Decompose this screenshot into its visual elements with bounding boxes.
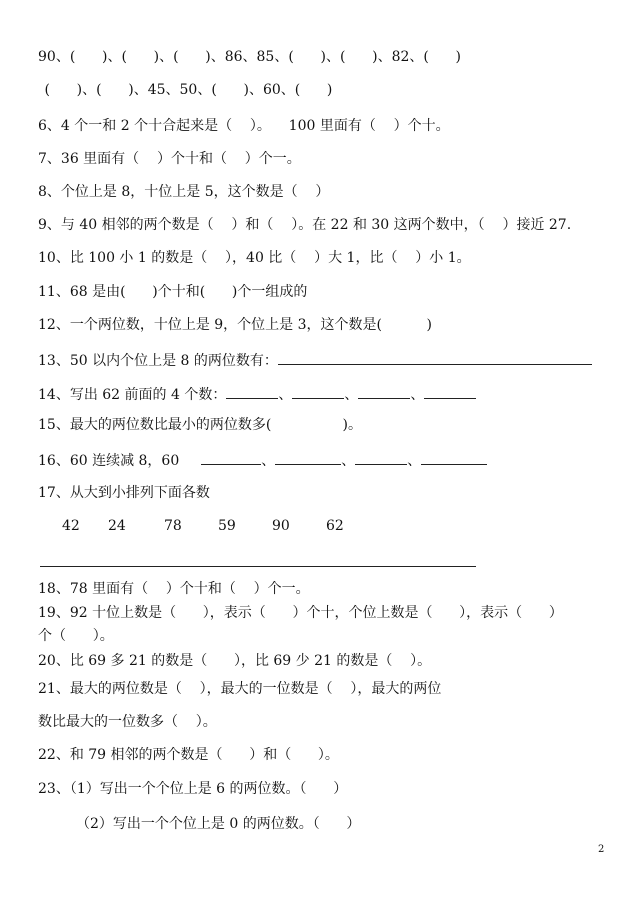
- number-item: 24: [108, 518, 126, 534]
- question-10: 10、比 100 小 1 的数是（ ），40 比（ ）大 1，比（ ）小 1。: [38, 250, 471, 266]
- question-23-part-2: （2）写出一个个位上是 0 的两位数。（ ）: [76, 816, 361, 832]
- question-19: 19、92 十位上数是（ ），表示（ ）个十，个位上数是（ ），表示（ ）: [38, 605, 563, 621]
- question-15: 15、最大的两位数比最小的两位数多( )。: [38, 417, 362, 433]
- number-item: 78: [164, 518, 182, 534]
- question-9: 9、与 40 相邻的两个数是（ ）和（ ）。在 22 和 30 这两个数中，（ ）接近 27.: [38, 217, 572, 233]
- page-number: 2: [598, 844, 605, 855]
- question-16: 16、60 连续减 8，60 、 、 、: [38, 450, 487, 470]
- question-20: 20、比 69 多 21 的数是（ ），比 69 少 21 的数是（ ）。: [38, 653, 432, 669]
- question-sequence-1: 90、( )、( )、( )、86、85、( )、( )、82、( ): [38, 49, 462, 65]
- answer-blank[interactable]: [292, 384, 344, 399]
- answer-line[interactable]: [40, 566, 476, 567]
- number-item: 59: [218, 518, 236, 534]
- question-13: [38, 350, 592, 370]
- question-19-cont: 个（ ）。: [38, 628, 114, 644]
- question-12: 12、一个两位数，十位上是 9，个位上是 3，这个数是( ): [38, 317, 432, 333]
- question-18: 18、78 里面有（ ）个十和（ ）个一。: [38, 581, 310, 597]
- question-6: 6、4 个一和 2 个十合起来是（ ）。 100 里面有（ ）个十。: [38, 118, 450, 134]
- question-11: 11、68 是由( )个十和( )个一组成的: [38, 284, 308, 300]
- number-item: 90: [272, 518, 290, 534]
- answer-blank[interactable]: [424, 384, 476, 399]
- answer-blank[interactable]: [358, 384, 410, 399]
- answer-blank[interactable]: [278, 350, 592, 365]
- number-item: 62: [326, 518, 344, 534]
- question-22: 22、和 79 相邻的两个数是（ ）和（ ）。: [38, 747, 339, 763]
- question-23: 23、（1）写出一个个位上是 6 的两位数。（ ）: [38, 781, 348, 797]
- answer-blank[interactable]: [421, 450, 487, 465]
- question-21-cont: 数比最大的一位数多（ ）。: [38, 714, 217, 730]
- question-21: 21、最大的两位数是（ ），最大的一位数是（ ），最大的两位: [38, 681, 442, 697]
- question-16-text: 16、60 连续减 8，60: [38, 453, 180, 469]
- question-13-text: 13、50 以内个位上是 8 的两位数有：: [38, 353, 278, 369]
- question-14-text: 14、写出 62 前面的 4 个数：: [38, 387, 227, 403]
- answer-blank[interactable]: [355, 450, 407, 465]
- question-17: 17、从大到小排列下面各数: [38, 485, 210, 501]
- question-14: 14、写出 62 前面的 4 个数： 、 、 、: [38, 384, 476, 404]
- answer-blank[interactable]: [275, 450, 341, 465]
- number-item: 42: [62, 518, 80, 534]
- question-7: 7、36 里面有（ ）个十和（ ）个一。: [38, 151, 301, 167]
- number-list: [62, 517, 366, 535]
- question-8: 8、个位上是 8，十位上是 5，这个数是（ ）: [38, 184, 330, 200]
- answer-blank[interactable]: [201, 450, 261, 465]
- answer-blank[interactable]: [226, 384, 278, 399]
- question-sequence-2: ( )、( )、45、50、( )、60、( ): [40, 82, 333, 98]
